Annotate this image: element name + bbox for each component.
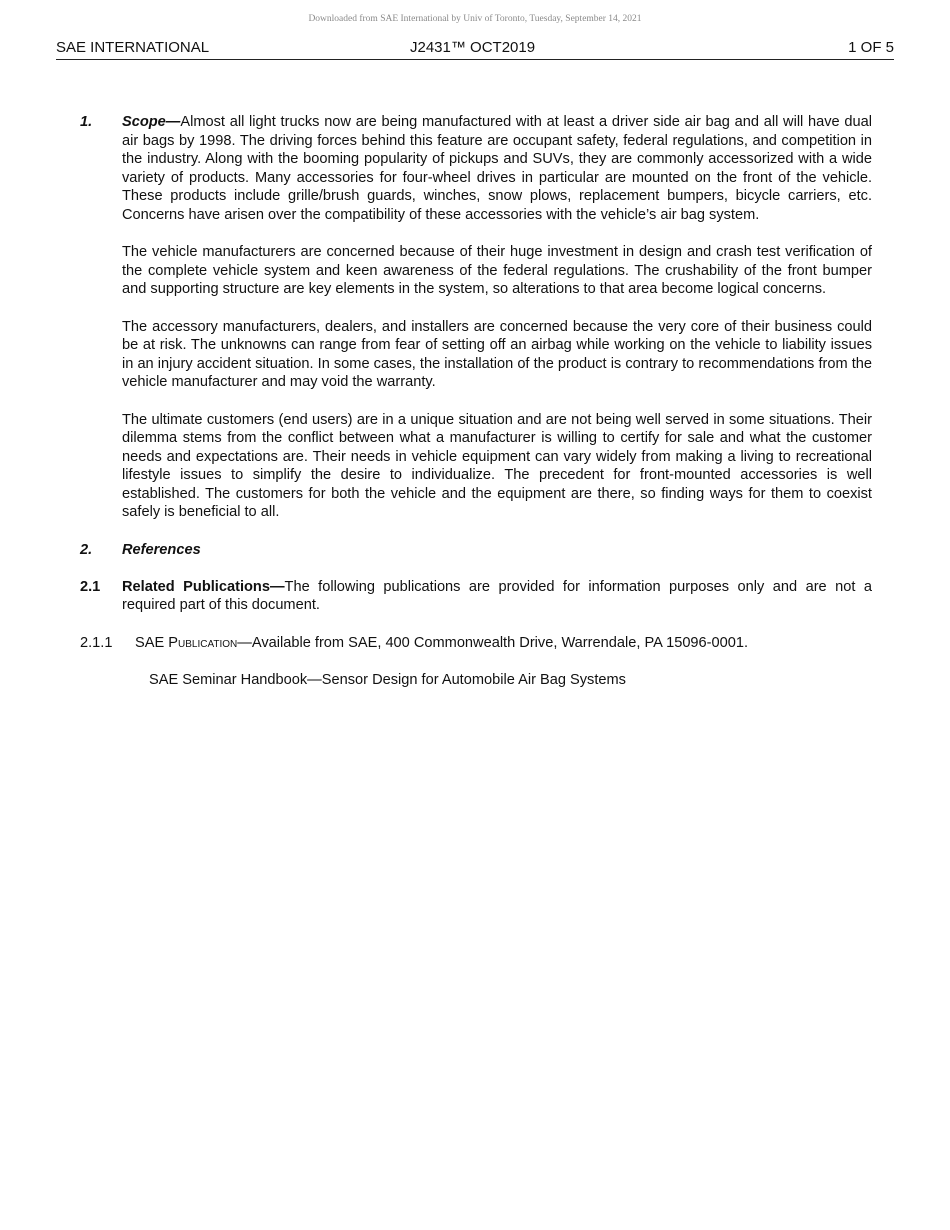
document-body [80, 113, 872, 689]
publication-item: SAE Seminar Handbook—Sensor Design for Automobile Air Bag Systems [149, 671, 626, 688]
pub-text: —Available from SAE, 400 Commonwealth Drive, Warrendale, PA 15096-0001. [237, 634, 749, 651]
paragraph-text: The following publications are provided for information purposes only and are not a required part of this document. [122, 578, 872, 614]
section-number: 1. [80, 114, 93, 130]
pub-smallcaps: ublication [178, 634, 238, 651]
section-references [80, 541, 872, 560]
section-number: 2.1 [80, 578, 101, 595]
download-notice: Downloaded from SAE International by Univ of Toronto, Tuesday, September 14, 2021 [308, 14, 642, 24]
sae-publication-line [135, 634, 872, 653]
header-document-id: J2431™ OCT2019 [410, 39, 536, 56]
page-header [56, 37, 894, 60]
scope-paragraph-3: The accessory manufacturers, dealers, and installers are concerned because the very core of their business could be at risk. The unknowns can range from fear of setting off an airbag while working on the vehicle to liability issues in an injury accident situation. In some cases, the installation of the product is contrary to recommendations from the vehicle manufacturer and may void the warranty. [122, 318, 872, 391]
scope-paragraph-1 [122, 113, 872, 225]
header-publisher: SAE INTERNATIONAL [56, 39, 210, 56]
section-scope [80, 113, 872, 225]
pub-prefix: SAE P [135, 634, 178, 651]
scope-paragraph-2: The vehicle manufacturers are concerned because of their huge investment in design and crash test verification of the complete vehicle system and keen awareness of the federal regulations. The crushability of the front bumper and supporting structure are key elements in the system, so alterations to that area become logical concerns. [122, 244, 872, 298]
section-title: Related Publications— [122, 578, 285, 595]
section-title: Scope— [122, 114, 181, 130]
scope-paragraph-4: The ultimate customers (end users) are in a unique situation and are not being well served in some situations. Their dilemma stems from the conflict between what a manufacturer is willing to certify for sale and what the customer needs and expectations are. Their needs in vehicle equipment can vary widely from making a living to recreational lifestyle issues to simplify the desire to individualize. The precedent for front-mounted accessories is well established. The customers for both the vehicle and the equipment are there, so finding ways for them to coexist safely is beneficial to all. [122, 411, 872, 521]
section-sae-publication [80, 634, 872, 653]
section-number: 2. [80, 541, 93, 558]
related-paragraph [122, 578, 872, 615]
section-title: References [122, 541, 201, 558]
section-related-publications [80, 578, 872, 615]
section-number: 2.1.1 [80, 634, 113, 651]
paragraph-text: Almost all light trucks now are being manufactured with at least a driver side air bag and all will have dual air bags by 1998. The driving forces behind this feature are occupant safety, federal regulations, and competition in the industry. Along with the booming popularity of pickups and SUVs, they are commonly accessorized with a wide variety of products. Many accessories for four-wheel drives in particular are mounted on the front of the vehicle. These products include grille/brush guards, winches, snow plows, replacement bumpers, bicycle carriers, etc. Concerns have arisen over the compatibility of these accessories with the vehicle’s air bag system. [122, 114, 872, 223]
header-page-number: 1 OF 5 [848, 39, 894, 56]
